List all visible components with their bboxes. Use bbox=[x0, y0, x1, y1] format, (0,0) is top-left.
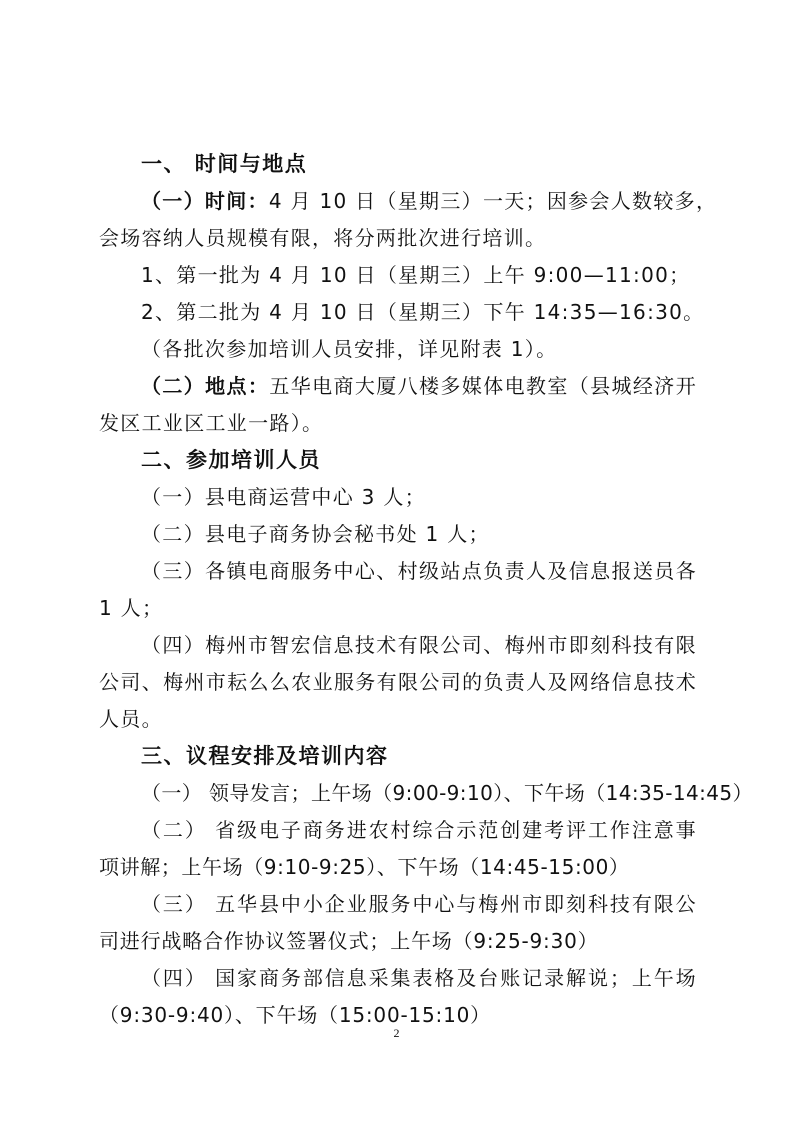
document-body bbox=[99, 146, 753, 1034]
batch-2-line: 2、第二批为 4 月 10 日（星期三）下午 14:35—16:30。 bbox=[141, 300, 705, 324]
time-text: 4 月 10 日（星期三）一天；因参会人数较多， bbox=[268, 189, 718, 213]
agenda-item-3-line-2: 司进行战略合作协议签署仪式；上午场（9:25-9:30） bbox=[99, 929, 599, 953]
place-paragraph-line-1 bbox=[99, 368, 697, 405]
section-heading-time-place: 一、 时间与地点 bbox=[141, 152, 308, 176]
time-paragraph-line-1 bbox=[99, 183, 718, 220]
agenda-item-3-line-1: （三） 五华县中小企业服务中心与梅州市即刻科技有限公 bbox=[141, 892, 697, 916]
agenda-item-1: （一） 领导发言；上午场（9:00-9:10）、下午场（14:35-14:45） bbox=[141, 781, 753, 805]
agenda-item-2-line-1: （二） 省级电子商务进农村综合示范创建考评工作注意事 bbox=[141, 818, 697, 842]
agenda-item-4-line-1: （四） 国家商务部信息采集表格及台账记录解说；上午场 bbox=[141, 966, 697, 990]
participants-item-4-line-2: 公司、梅州市耘么么农业服务有限公司的负责人及网络信息技术 bbox=[99, 670, 697, 694]
participants-item-4-line-3: 人员。 bbox=[99, 707, 163, 731]
participants-item-1: （一）县电商运营中心 3 人； bbox=[141, 485, 426, 509]
batch-note-line: （各批次参加培训人员安排，详见附表 1）。 bbox=[141, 337, 558, 361]
participants-item-2: （二）县电子商务协会秘书处 1 人； bbox=[141, 522, 490, 546]
participants-item-3-line-2: 1 人； bbox=[99, 596, 164, 620]
batch-1-line: 1、第一批为 4 月 10 日（星期三）上午 9:00—11:00； bbox=[141, 263, 691, 287]
time-label: （一）时间： bbox=[141, 189, 269, 213]
page-number: 2 bbox=[393, 1026, 400, 1040]
place-paragraph-line-2: 发区工业区工业一路）。 bbox=[99, 411, 324, 435]
place-label: （二）地点： bbox=[141, 374, 270, 398]
participants-item-3-line-1: （三）各镇电商服务中心、村级站点负责人及信息报送员各 bbox=[141, 559, 697, 583]
agenda-item-2-line-2: 项讲解；上午场（9:10-9:25）、下午场（14:45-15:00） bbox=[99, 855, 630, 879]
participants-item-4-line-1: （四）梅州市智宏信息技术有限公司、梅州市即刻科技有限 bbox=[141, 633, 697, 657]
time-paragraph-line-2: 会场容纳人员规模有限，将分两批次进行培训。 bbox=[99, 226, 547, 250]
section-heading-agenda: 三、议程安排及培训内容 bbox=[141, 744, 389, 768]
section-heading-participants: 二、参加培训人员 bbox=[141, 448, 321, 472]
place-text: 五华电商大厦八楼多媒体电教室（县城经济开 bbox=[269, 374, 697, 398]
agenda-item-4-line-2: （9:30-9:40）、下午场（15:00-15:10） bbox=[99, 1003, 491, 1027]
